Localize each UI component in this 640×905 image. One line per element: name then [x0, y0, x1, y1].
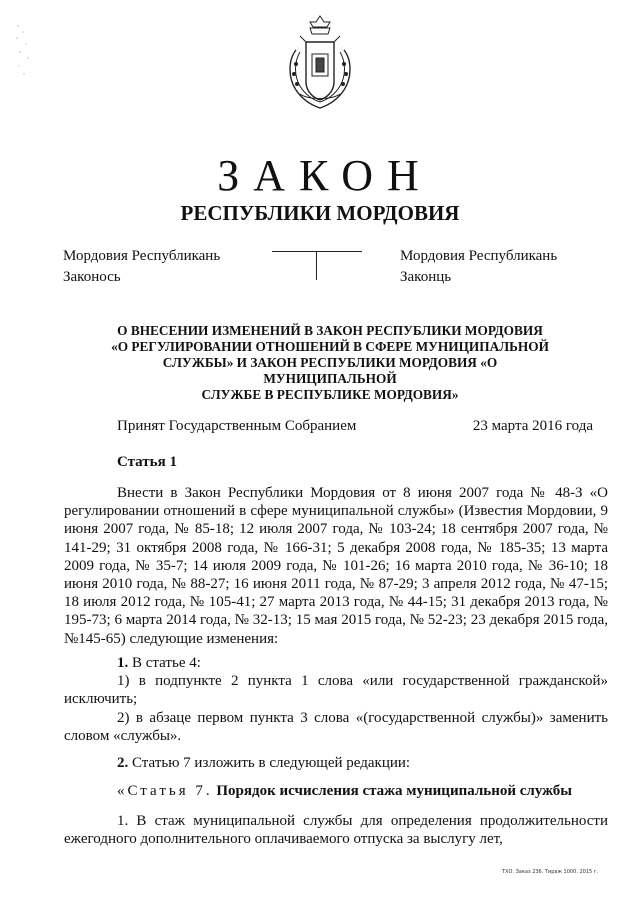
item-1-text: В статье 4: — [132, 655, 201, 671]
item-1-number: 1. — [117, 655, 129, 671]
article-7-paragraph-1: 1. В стаж муниципальной службы для определения продолжительности ежегодного дополнительного оплачиваемого отпуска за выслугу лет, — [64, 813, 608, 848]
article-7-heading — [64, 782, 608, 800]
erzya-line-2: Законць — [400, 269, 452, 285]
item-1-subitem-1: 1) в подпункте 2 пункта 1 слова «или государственной гражданской» исключить; — [64, 673, 608, 708]
adopted-date: 23 марта 2016 года — [472, 418, 593, 434]
adopted-by: Принят Государственным Собранием — [117, 418, 357, 434]
article-7-title: Порядок исчисления стажа муниципальной службы — [216, 783, 573, 799]
scan-speckle — [14, 22, 40, 82]
heading-line: СЛУЖБЕ В РЕСПУБЛИКЕ МОРДОВИЯ» — [201, 387, 459, 402]
article-1-label: Статья 1 — [117, 454, 177, 470]
item-1 — [64, 654, 608, 672]
moksha-title-left — [63, 246, 220, 288]
heading-line: «О РЕГУЛИРОВАНИИ ОТНОШЕНИЙ В СФЕРЕ МУНИЦИПАЛЬНОЙ — [111, 339, 549, 354]
print-note: ТХО. Заказ 236. Тираж 1000. 2015 г. — [502, 869, 598, 875]
header-divider — [272, 251, 362, 252]
moksha-line-1: Мордовия Республикань — [63, 248, 221, 264]
law-heading — [100, 323, 560, 403]
item-2-number: 2. — [117, 755, 129, 771]
republic-subtitle: РЕСПУБЛИКИ МОРДОВИЯ — [180, 201, 460, 225]
coat-of-arms-emblem — [282, 14, 358, 110]
article-1-intro: Внести в Закон Республики Мордовия от 8 июня 2007 года № 48-З «О регулировании отношений в сфере муниципальной службы» (Известия Мордовии, 9 июня 2007 года, № 85-18; 12 июля 2007 года, № 103-24; 18 сентября 2007 года, № 141-29; 31 октября 2008 года, № 166-31; 5 декабря 2008 года, № 185-35; 13 марта 2009 года, № 35-7; 14 июля 2009 года, № 101-26; 16 марта 2010 года, № 36-10; 18 июня 2010 года, № 88-27; 16 июня 2011 года, № 87-29; 3 апреля 2012 года, № 47-15; 18 июля 2012 года, № 105-41; 27 марта 2013 года, № 44-15; 31 декабря 2013 года, № 195-73; 6 марта 2014 года, № 32-13; 15 мая 2015 года, № 52-23; 23 декабря 2015 года, №145-65) следующие изменения: — [64, 485, 608, 647]
erzya-line-1: Мордовия Республикань — [400, 248, 558, 264]
heading-line: СЛУЖБЫ» И ЗАКОН РЕСПУБЛИКИ МОРДОВИЯ «О МУНИЦИПАЛЬНОЙ — [162, 355, 498, 386]
item-2 — [64, 754, 608, 772]
item-2-text: Статью 7 изложить в следующей редакции: — [132, 755, 411, 771]
moksha-line-2: Законось — [63, 269, 121, 285]
item-1-subitem-2: 2) в абзаце первом пункта 3 слова «(государственной службы)» заменить словом «службы». — [64, 710, 608, 745]
article-7-prefix: «Статья 7. — [117, 783, 213, 799]
header-divider-stem — [316, 252, 317, 280]
heading-line: О ВНЕСЕНИИ ИЗМЕНЕНИЙ В ЗАКОН РЕСПУБЛИКИ МОРДОВИЯ — [117, 323, 543, 338]
erzya-title-right — [400, 246, 557, 288]
law-title: ЗАКОН — [217, 151, 433, 200]
